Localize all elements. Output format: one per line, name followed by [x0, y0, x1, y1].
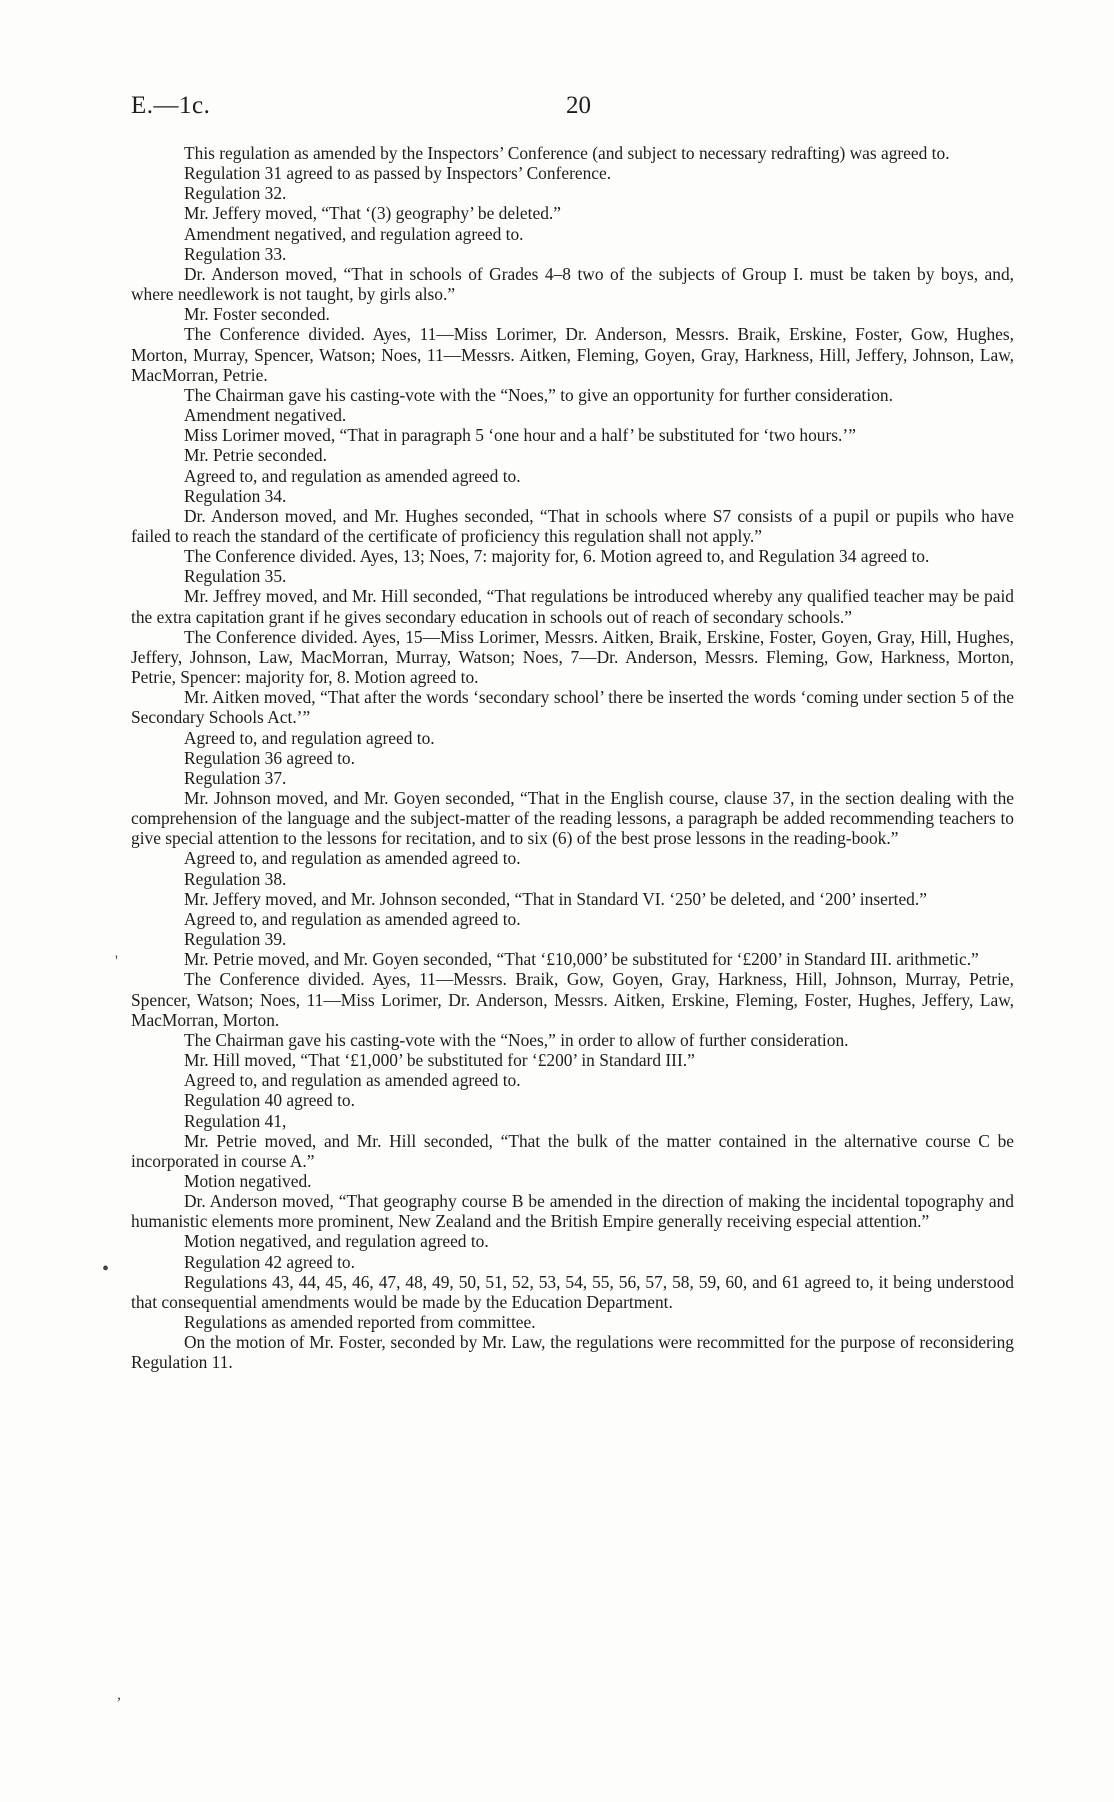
paragraph: Regulation 34. — [184, 485, 287, 506]
paragraph: Dr. Anderson moved, and Mr. Hughes seconded, “That in schools where S7 consists of a pupil or pupils who have failed to reach the standard of the certificate of proficiency this regulation shall not apply.” — [131, 505, 1014, 546]
margin-mark: ' — [115, 953, 118, 970]
paragraph: Regulations 43, 44, 45, 46, 47, 48, 49, 50, 51, 52, 53, 54, 55, 56, 57, 58, 59, 60, and 61 agreed to, it being understood that consequential amendments would be made by the Education Department. — [131, 1271, 1014, 1312]
paragraph: Mr. Hill moved, “That ‘£1,000’ be substituted for ‘£200’ in Standard III.” — [184, 1050, 695, 1071]
paragraph: Regulation 41, — [184, 1110, 287, 1131]
paragraph: On the motion of Mr. Foster, seconded by Mr. Law, the regulations were recommitted for the purpose of reconsidering Regulation 11. — [131, 1332, 1014, 1373]
paragraph: Regulation 32. — [184, 183, 287, 204]
paragraph: Regulation 35. — [184, 566, 287, 587]
paragraph: Agreed to, and regulation agreed to. — [184, 727, 435, 748]
margin-mark: , — [117, 1686, 121, 1703]
paragraph: Agreed to, and regulation as amended agreed to. — [184, 465, 521, 486]
paragraph: Regulation 38. — [184, 868, 287, 889]
paragraph: The Chairman gave his casting-vote with the “Noes,” in order to allow of further consideration. — [184, 1029, 849, 1050]
paragraph: This regulation as amended by the Inspectors’ Conference (and subject to necessary redrafting) was agreed to. — [184, 143, 950, 163]
page-header — [0, 92, 1114, 122]
paragraph: Regulation 40 agreed to. — [184, 1090, 355, 1111]
paragraph: Regulation 33. — [184, 243, 287, 264]
paragraph: The Chairman gave his casting-vote with the “Noes,” to give an opportunity for further consideration. — [184, 384, 893, 405]
paragraph: Mr. Petrie moved, and Mr. Hill seconded, “That the bulk of the matter contained in the alternative course C be incorporated in course A.” — [131, 1130, 1014, 1171]
paragraph: Motion negatived, and regulation agreed to. — [184, 1231, 489, 1252]
minutes-body — [131, 143, 1014, 1373]
paragraph: Mr. Johnson moved, and Mr. Goyen seconded, “That in the English course, clause 37, in the section dealing with the comprehension of the language and the subject-matter of the reading lessons, a paragraph be added recommending teachers to give special attention to the lessons for recitation, and to six (6) of the best prose lessons in the reading-book.” — [131, 788, 1014, 849]
paragraph: The Conference divided. Ayes, 15—Miss Lorimer, Messrs. Aitken, Braik, Erskine, Foster, Goyen, Gray, Hill, Hughes, Jeffery, Johnson, Law, MacMorran, Murray, Watson; Noes, 7—Dr. Anderson, Messrs. Fleming, Gow, Harkness, Morton, Petrie, Spencer: majority for, 8. Motion agreed to. — [131, 626, 1014, 688]
paragraph: Mr. Aitken moved, “That after the words ‘secondary school’ there be inserted the words ‘coming under section 5 of the Secondary Schools Act.’” — [131, 687, 1014, 728]
paragraph: Regulation 39. — [184, 929, 287, 950]
paragraph: Mr. Jeffery moved, “That ‘(3) geography’ be deleted.” — [184, 203, 561, 224]
document-code: E.—1c. — [131, 92, 211, 119]
paragraph: Regulations as amended reported from committee. — [184, 1312, 536, 1333]
paragraph: Mr. Jeffrey moved, and Mr. Hill seconded, “That regulations be introduced whereby any qualified teacher may be paid the extra capitation grant if he gives secondary education in schools out of reach of secondary schools.” — [131, 586, 1014, 627]
paragraph: The Conference divided. Ayes, 13; Noes, 7: majority for, 6. Motion agreed to, and Regulation 34 agreed to. — [184, 546, 930, 567]
paragraph: Dr. Anderson moved, “That in schools of Grades 4–8 two of the subjects of Group I. must be taken by boys, and, where needlework is not taught, by girls also.” — [131, 263, 1014, 305]
paragraph: Regulation 31 agreed to as passed by Inspectors’ Conference. — [184, 163, 612, 184]
paragraph: Mr. Jeffery moved, and Mr. Johnson seconded, “That in Standard VI. ‘250’ be deleted, and ‘200’ inserted.” — [184, 888, 927, 909]
paragraph: Regulation 42 agreed to. — [184, 1251, 355, 1272]
paragraph: Agreed to, and regulation as amended agreed to. — [184, 1070, 521, 1091]
paragraph: Agreed to, and regulation as amended agreed to. — [184, 848, 521, 869]
paragraph: Mr. Petrie seconded. — [184, 445, 327, 466]
paragraph: The Conference divided. Ayes, 11—Messrs. Braik, Gow, Goyen, Gray, Harkness, Hill, Johnson, Murray, Petrie, Spencer, Watson; Noes, 11—Miss Lorimer, Dr. Anderson, Messrs. Aitken, Erskine, Fleming, Foster, Hughes, Jeffery, Law, MacMorran, Morton. — [131, 969, 1014, 1030]
paragraph: Regulation 37. — [184, 767, 287, 788]
paragraph: The Conference divided. Ayes, 11—Miss Lorimer, Dr. Anderson, Messrs. Braik, Erskine, Foster, Gow, Hughes, Morton, Murray, Spencer, Watson; Noes, 11—Messrs. Aitken, Fleming, Goyen, Gray, Harkness, Hill, Jeffery, Johnson, Law, MacMorran, Petrie. — [131, 324, 1014, 385]
paragraph: Mr. Petrie moved, and Mr. Goyen seconded, “That ‘£10,000’ be substituted for ‘£200’ in Standard III. arithmetic.” — [184, 949, 979, 970]
paragraph: Motion negatived. — [184, 1170, 312, 1191]
paragraph: Amendment negatived, and regulation agreed to. — [184, 223, 524, 244]
page-number: 20 — [566, 92, 591, 119]
paragraph: Dr. Anderson moved, “That geography course B be amended in the direction of making the incidental topography and humanistic elements more prominent, New Zealand and the British Empire generally receiving especial attention.” — [131, 1191, 1014, 1232]
paragraph: Regulation 36 agreed to. — [184, 747, 355, 768]
paragraph: Mr. Foster seconded. — [184, 304, 330, 325]
paragraph: Amendment negatived. — [184, 405, 347, 426]
paragraph: Agreed to, and regulation as amended agreed to. — [184, 908, 521, 929]
margin-bullet: • — [102, 1258, 110, 1280]
paragraph: Miss Lorimer moved, “That in paragraph 5 ‘one hour and a half’ be substituted for ‘two hours.’” — [184, 425, 856, 446]
